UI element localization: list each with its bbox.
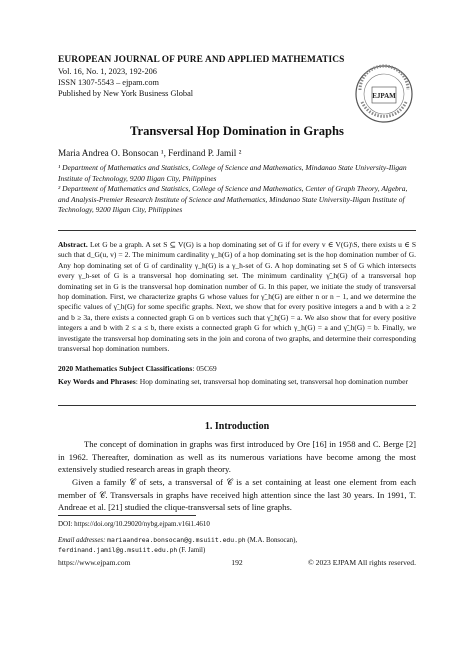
keywords-label: Key Words and Phrases — [58, 377, 136, 386]
msc-label: 2020 Mathematics Subject Classifications — [58, 364, 193, 373]
email-owner-1: (M.A. Bonsocan), — [245, 537, 298, 544]
journal-logo — [354, 64, 414, 124]
abstract-top-rule — [58, 230, 416, 231]
footer-copyright: © 2023 EJPAM All rights reserved. — [307, 558, 416, 567]
msc-value: : 05C69 — [192, 364, 217, 373]
intro-paragraph-2: Given a family 𝒞 of sets, a transversal of 𝒞 is a set containing at least one element from each member of 𝒞. Transversals in graphs have received high attention since the last 30 years. In 1991, T. Andreae et al. [21] studied the clique-transversal sets of line graphs. — [58, 477, 416, 513]
keywords — [58, 377, 416, 387]
section-heading: 1. Introduction — [204, 421, 270, 432]
email-footnote — [58, 536, 297, 555]
abstract-bottom-rule — [58, 405, 416, 406]
volume-line: Vol. 16, No. 1, 2023, 192-206 — [58, 67, 157, 76]
abstract-text: Let G be a graph. A set S ⊆ V(G) is a hop dominating set of G if for every v ∈ V(G)\S, there exists u ∈ S such that d_G(u, v) = 2. The minimum cardinality γ_h(G) of a hop dominating set is the hop domination number of G. Any hop dominating set of G of cardinality γ_h(G) is a γ_h-set of G. A hop dominating set S of G which intersects every γ_h-set of G is a transversal hop dominating set. The minimum cardinality γ̃_h(G) of a transversal hop dominating set in G is the transversal hop domination number of G. In this paper, we initiate the study of transversal hop domination. First, we characterize graphs G whose values for γ̃_h(G) are either n or n − 1, and we determine the specific values of γ̃_h(G) for some specific graphs. Next, we show that for every positive integers a and b with a ≥ 2 and b ≥ 3a, there exists a connected graph G on b vertices such that γ̃_h(G) = a. We also show that for every positive integers a and b with 2 ≤ a ≤ b, there exists a connected graph G for which γ_h(G) = a and γ̃_h(G) = b. Finally, we investigate the transversal hop dominating sets in the join and corona of two graphs, and determine their corresponding transversal hop domination numbers. — [58, 240, 416, 354]
affiliation-2: ² Department of Mathematics and Statistics, College of Science and Mathematics, Center of Graph Theory, Algebra, and Analysis-Premier Research Institute of Science and Mathematics, Mindanao State University-Iligan Institute of Technology, 9200 Iligan City, Philippines — [58, 184, 408, 215]
publisher-line: Published by New York Business Global — [58, 89, 194, 98]
abstract-label: Abstract. — [58, 240, 88, 249]
footnote-rule — [58, 515, 196, 516]
footer-page-number: 192 — [231, 558, 243, 567]
author-list: Maria Andrea O. Bonsocan ¹, Ferdinand P. Jamil ² — [58, 148, 242, 158]
affiliation-1: ¹ Department of Mathematics and Statistics, College of Science and Mathematics, Mindanao State University-Iligan Institute of Technology, 9200 Iligan City, Philippines — [58, 163, 407, 183]
email-label: Email addresses: — [58, 537, 106, 544]
issn-line: ISSN 1307-5543 – ejpam.com — [58, 78, 159, 87]
footer-website[interactable]: https://www.ejpam.com — [58, 558, 131, 567]
doi-link[interactable]: DOI: https://doi.org/10.29020/nybg.ejpam.v16i1.4610 — [58, 520, 210, 528]
email-address-1[interactable]: mariaandrea.bonsocan@g.msuiit.edu.ph — [107, 536, 246, 544]
paper-title: Transversal Hop Domination in Graphs — [130, 124, 344, 138]
abstract — [58, 240, 416, 354]
intro-paragraph-1: The concept of domination in graphs was first introduced by Ore [16] in 1958 and C. Berge [2] in 1962. Thereafter, domination as well as its numerous variations have become among the most extensively studied research areas in graph theory. — [58, 439, 416, 475]
keywords-value: : Hop dominating set, transversal hop dominating set, transversal hop domination number — [135, 377, 408, 386]
msc-line — [58, 364, 217, 373]
email-address-2[interactable]: ferdinand.jamil@g.msuiit.edu.ph — [58, 545, 178, 554]
logo-text: EJPAM — [372, 92, 396, 100]
email-owner-2: (F. Jamil) — [177, 546, 206, 554]
journal-name: EUROPEAN JOURNAL OF PURE AND APPLIED MATHEMATICS — [58, 55, 345, 65]
